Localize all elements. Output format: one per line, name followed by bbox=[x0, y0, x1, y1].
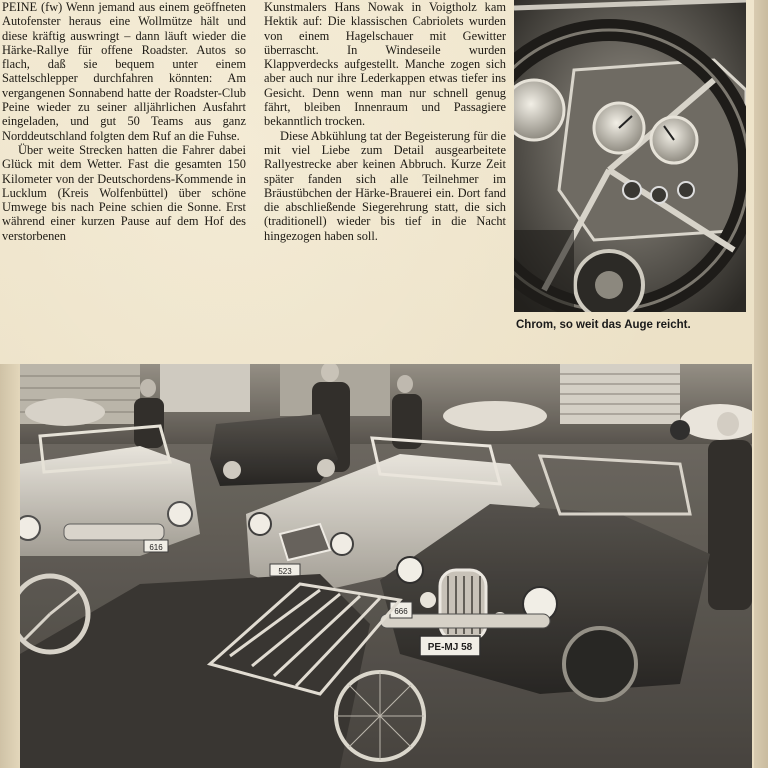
article-column-2 bbox=[264, 0, 506, 243]
paper-edge-left bbox=[0, 364, 20, 768]
plate-mid: 523 bbox=[278, 567, 292, 576]
article-paragraph: PEINE (fw) Wenn jemand aus einem geöffneten Autofenster heraus eine Wollmütze hält und diese kräftig auswringt – dann läuft wieder die Härke-Rallye für offene Roadster. Autos so flach, daß sie bequem unter einem Sattelschlepper durchfahren könnten: Am vergangenen Sonnabend hatte der Roadster-Club Peine wieder zu seiner alljährlichen Ausfahrt eingeladen, und gut 50 Teams aus ganz Norddeutschland folgten dem Ruf an die Fuhse. bbox=[2, 0, 246, 143]
article-paragraph: Über weite Strecken hatten die Fahrer dabei Glück mit dem Wetter. Fast die gesamten 150 Kilometer von der Deutschordens-Kommende in Lucklum (Kreis Wolfenbüttel) über schöne Umwege bis nach Peine schien die Sonne. Erst während einer kurzen Pause auf dem Hof des verstorbenen bbox=[2, 142, 246, 243]
dashboard-illustration bbox=[514, 0, 746, 312]
plate-left: 616 bbox=[149, 543, 163, 552]
bleed-through-text bbox=[0, 342, 768, 364]
roadsters-illustration bbox=[20, 364, 752, 768]
dashboard-photo bbox=[514, 0, 746, 312]
roadsters-photo bbox=[20, 364, 752, 768]
article-paragraph: Kunstmalers Hans Nowak in Voigtholz kam Hektik auf: Die klassischen Cabriolets wurden von einem Hagelschauer mit Gewitter überrascht. In Windeseile wurden Klappverdecks aufgestellt. Manche zogen sich aber auch nur ihre Lederkappen etwas tiefer ins Gesicht. Denn wenn man nur schnell genug fährt, bleiben Innenraum und Passagiere bekanntlich trocken. bbox=[264, 0, 506, 129]
plate-front: PE-MJ 58 bbox=[427, 642, 473, 653]
photo-caption: Chrom, so weit das Auge reicht. bbox=[516, 319, 691, 331]
plate-right: 666 bbox=[394, 607, 408, 616]
paper-edge-right bbox=[754, 0, 768, 768]
article-paragraph: Diese Abkühlung tat der Begeisterung für die mit viel Liebe zum Detail ausgearbeitete Rallyestrecke aber keinen Abbruch. Kurze Zeit später fanden sich alle Teilnehmer im Bräustübchen der Härke-Brauerei ein. Dort fand die abschließende Siegerehrung statt, die sich (traditionell) wieder bis tief in die Nacht hingezogen haben soll. bbox=[264, 128, 506, 243]
article-column-1 bbox=[2, 0, 246, 243]
